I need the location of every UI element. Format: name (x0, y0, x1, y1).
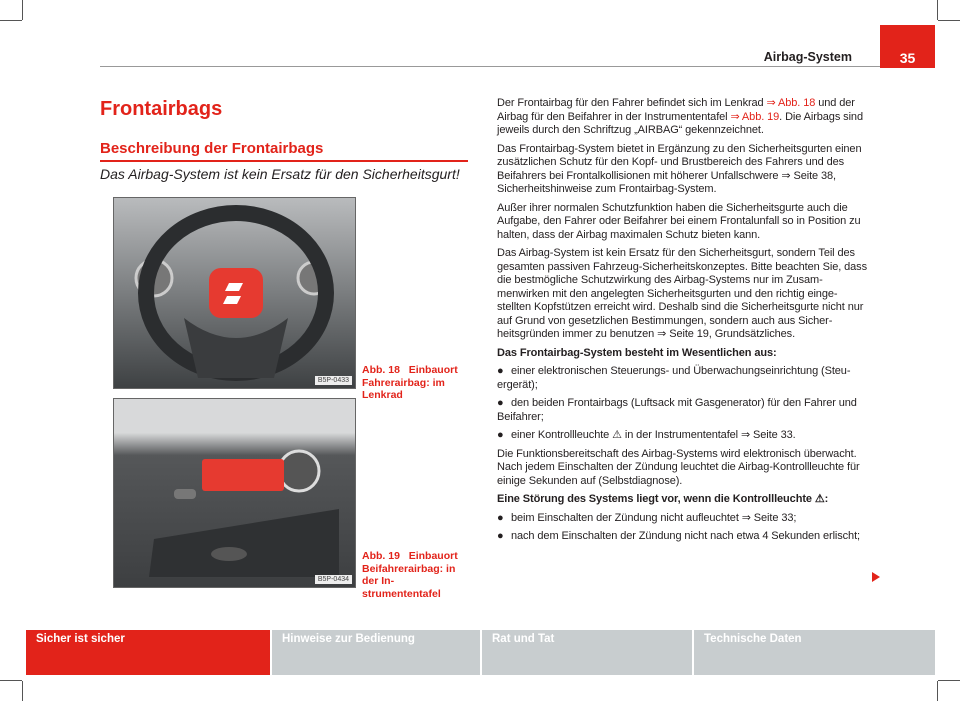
figure-steering-wheel (113, 197, 356, 389)
intro-warning: Das Airbag-System ist kein Ersatz für den Sicherheitsgurt! (100, 166, 460, 182)
page-number: 35 (880, 25, 935, 68)
crop-mark (938, 20, 960, 21)
figure-code: B5P-0433 (315, 376, 352, 385)
crop-mark (22, 0, 23, 20)
figure-caption: Abb. 19 Einbauort Beifahrerairbag: in der Instrumententafel (362, 550, 458, 600)
airbag-highlight (209, 268, 263, 318)
tab-sicher-ist-sicher[interactable]: Sicher ist sicher (26, 630, 270, 675)
paragraph: Der Frontairbag für den Fahrer befindet sich im Lenkrad ⇒ Abb. 18 und der Airbag für den Beifahrer in der Instrumententafel ⇒ Abb. 19. Die Airbags sind jeweils durch den Schriftzug „AIRBAG“ gekennzeichnet. (497, 97, 863, 136)
list-item: ● einer elektronischen Steuerungs- und Überwachungseinrichtung (Steuergerät); (497, 365, 851, 391)
list-item: ● einer Kontrollleuchte ⚠ in der Instrumententafel ⇒ Seite 33. (497, 429, 796, 441)
crop-mark (937, 681, 938, 701)
paragraph: Das Airbag-System ist kein Ersatz für den Sicherheitsgurt, sondern Teil des gesamten passiven Fahrzeug-Sicherheitskonzeptes. Bitte beachten Sie, dass die bestmögliche Schutzwirkung des Airbag-Systems nur im Zusammenwirken mit den angelegten Sicherheitsgurten und den richtig eingestellten Kopfstützen erreicht wird. Deshalb sind die Sicherheitsgurte nicht nur auf Grund von gesetzlichen Bestimmungen, sondern auch aus Sicherheitsgründen immer zu benutzen ⇒ Seite 19, Grundsätzliches. (497, 247, 867, 340)
subheading-rule (100, 160, 468, 162)
page-heading: Frontairbags (100, 98, 223, 120)
crop-mark (0, 20, 22, 21)
crop-mark (938, 680, 960, 681)
paragraph: Außer ihrer normalen Schutzfunktion haben die Sicherheitsgurte auch die Aufgabe, den Fahrer oder Beifahrer bei einem Frontalunfall so in Position zu halten, dass der Airbag maximalen Schutz bieten kann. (497, 201, 861, 241)
crop-mark (22, 681, 23, 701)
list-item: ● nach dem Einschalten der Zündung nicht nach etwa 4 Sekunden erlischt; (497, 530, 860, 542)
figure-link[interactable]: ⇒ Abb. 19 (730, 110, 780, 123)
tab-technische-daten[interactable]: Technische Daten (694, 630, 935, 675)
paragraph: Das Frontairbag-System bietet in Ergänzung zu den Sicherheitsgurten einen zusätzlichen Schutz für den Kopf- und Brustbereich des Fahrers und des Beifahrers bei Frontalkollisionen mit höherer Unfallschwere ⇒ Seite 38, Sicherheitshinweise zum Frontairbag-System. (497, 142, 862, 195)
figure-link[interactable]: ⇒ Abb. 18 (766, 97, 816, 109)
tab-hinweise-zur-bedienung[interactable]: Hinweise zur Bedienung (272, 630, 480, 675)
continue-arrow-icon (872, 572, 880, 582)
section-title: Airbag-System (763, 50, 852, 64)
figure-code: B5P-0434 (315, 575, 352, 584)
subheading: Beschreibung der Frontairbags (100, 140, 324, 157)
dashboard-illustration (114, 399, 355, 587)
figure-dashboard (113, 398, 356, 588)
body-text (497, 97, 867, 549)
list-heading: Das Frontairbag-System besteht im Wesentlichen aus: (497, 346, 777, 359)
paragraph: Die Funktionsbereitschaft des Airbag-Systems wird elektronisch überwacht. Nach jedem Einschalten der Zündung leuchtet die Airbag-Kontrollleuchte für einige Sekunden auf (Selbstdiagnose). (497, 447, 860, 487)
list-item: ● den beiden Frontairbags (Luftsack mit Gasgenerator) für den Fahrer und Beifahrer; (497, 397, 857, 423)
airbag-highlight (202, 459, 284, 491)
tab-rat-und-tat[interactable]: Rat und Tat (482, 630, 692, 675)
header-divider (100, 66, 880, 67)
crop-mark (0, 680, 22, 681)
list-heading: Eine Störung des Systems liegt vor, wenn die Kontrollleuchte ⚠: (497, 493, 829, 505)
figure-caption: Abb. 18 Einbauort Fahrerairbag: im Lenkrad (362, 364, 458, 401)
crop-mark (937, 0, 938, 20)
steering-wheel-illustration (114, 198, 355, 388)
list-item: ● beim Einschalten der Zündung nicht aufleuchtet ⇒ Seite 33; (497, 511, 797, 524)
